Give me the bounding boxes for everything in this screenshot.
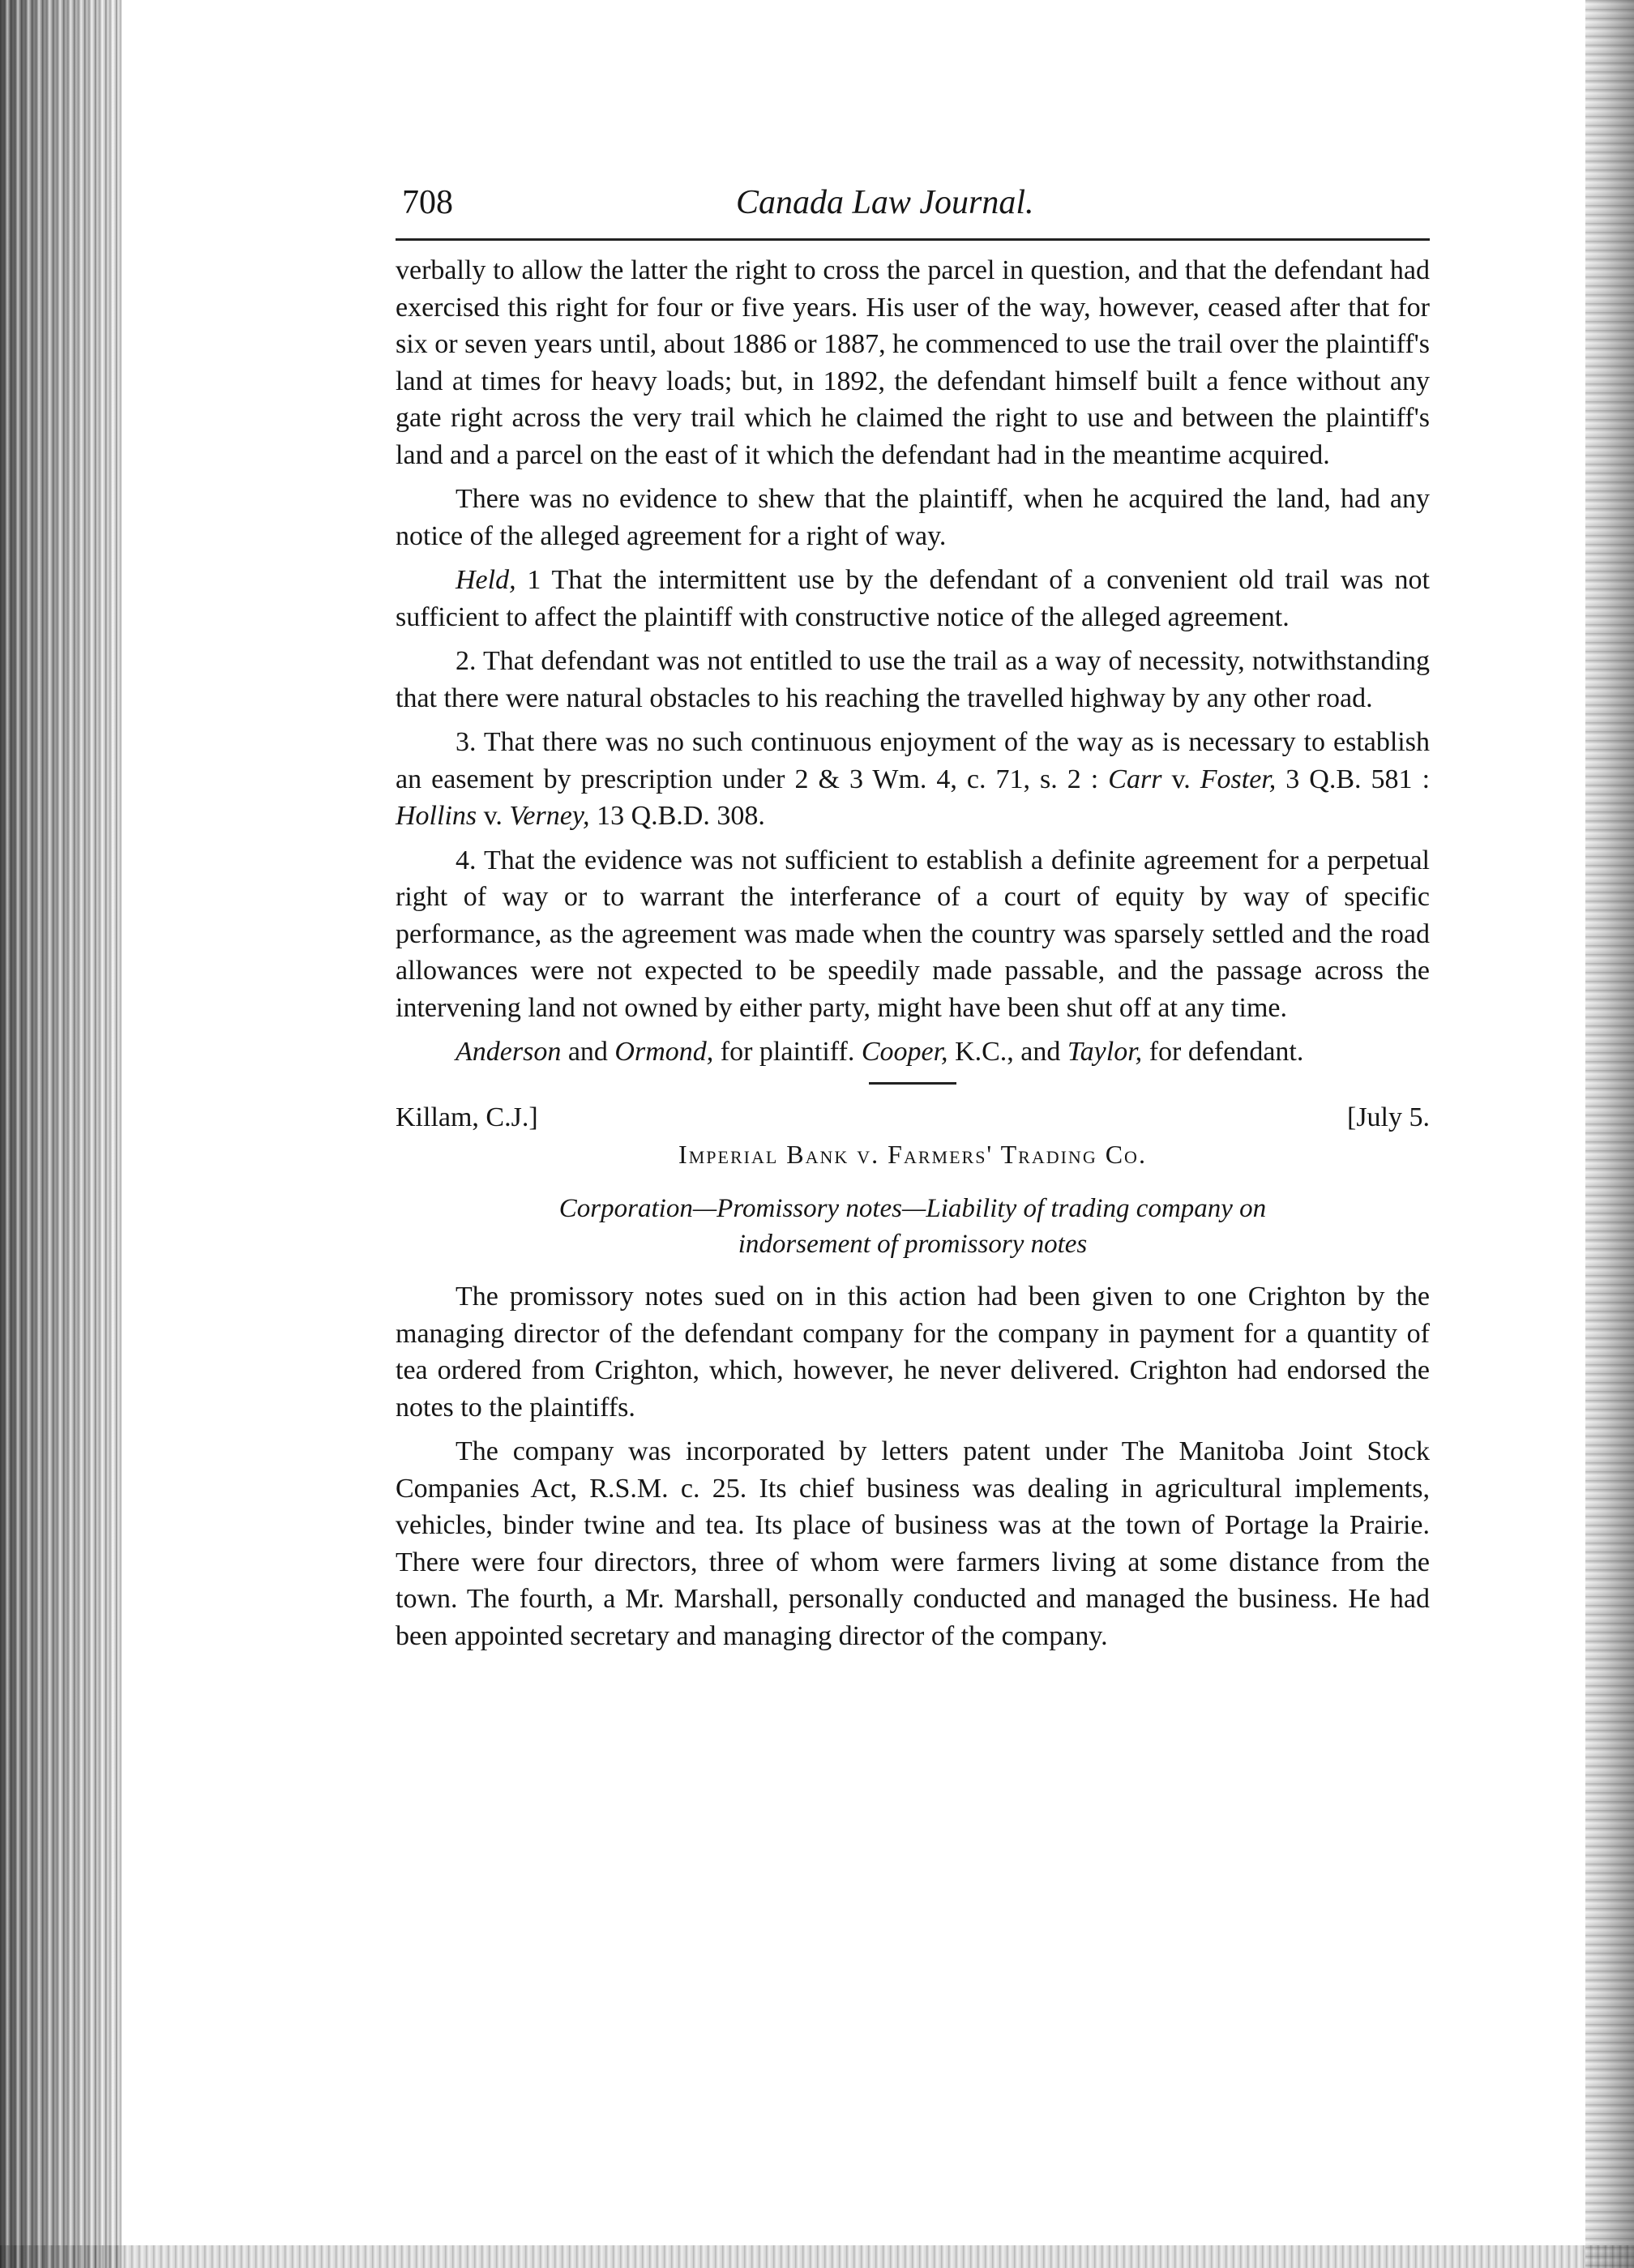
counsel-kc: K.C., and [947, 1037, 1067, 1067]
counsel-line [396, 1033, 1430, 1071]
held-point-2: 2. That defendant was not entitled to use the trail as a way of necessity, notwithstanding that there were natural obstacles to his reaching the travelled highway by any other road. [396, 646, 1430, 713]
counsel-anderson: Anderson [456, 1037, 562, 1067]
paragraph-notes: The promissory notes sued on in this action had been given to one Crighton by the managing director of the defendant company for the company in payment for a quantity of tea ordered from Crighton, which, however, he never delivered. Crighton had endorsed the notes to the plaintiffs. [396, 1282, 1430, 1423]
journal-page [396, 180, 1430, 1662]
running-head [396, 180, 1430, 241]
versus-2: v. [477, 801, 510, 831]
judge-name: Killam, C.J.] [396, 1102, 538, 1132]
case-name-verney: Verney, [509, 801, 590, 831]
judge-line [396, 1099, 1430, 1136]
paragraph-company: The company was incorporated by letters patent under The Manitoba Joint Stock Companies Act, R.S.M. c. 25. Its chief business was dealing in agricultural implements, vehicles, binder twine and tea. Its place of business was at the town of Portage la Prairie. There were four directors, three of whom were farmers living at some distance from the town. The fourth, a Mr. Marshall, personally conducted and managed the business. He had been appointed secretary and managing director of the company. [396, 1436, 1430, 1651]
paragraph-continuation: verbally to allow the latter the right to cross the parcel in question, and that the defendant had exercised this right for four or five years. His user of the way, however, ceased after that for six or seven years until, about 1886 or 1887, he commenced to use the trail over the plaintiff's land at times for heavy loads; but, in 1892, the defendant himself built a fence without any gate right across the very trail which he claimed the right to use and between the plaintiff's land and a parcel on the east of it which the defendant had in the meantime acquired. [396, 255, 1430, 470]
scan-edge-left [0, 0, 122, 2268]
case-title: Imperial Bank v. Farmers' Trading Co. [678, 1139, 1147, 1169]
held-label: Held, [456, 565, 516, 595]
citation-1: 3 Q.B. 581 : [1276, 764, 1431, 794]
scan-edge-bottom [0, 2245, 1634, 2268]
case-name-foster: Foster, [1200, 764, 1277, 794]
journal-title: Canada Law Journal. [736, 184, 1034, 221]
body-text [396, 252, 1430, 1654]
counsel-ormond: Ormond, [614, 1037, 714, 1067]
held-point-1-text: 1 That the intermittent use by the defendant of a convenient old trail was not sufficient to affect the plaintiff with constructive notice of the alleged agreement. [396, 565, 1431, 632]
counsel-for-plaintiff: for plaintiff. [713, 1037, 862, 1067]
counsel-and: and [561, 1037, 615, 1067]
case-name-hollins: Hollins [396, 801, 477, 831]
versus-1: v. [1161, 764, 1200, 794]
headnote-line-2: indorsement of promissory notes [738, 1230, 1088, 1259]
held-point-4: 4. That the evidence was not sufficient to establish a definite agreement for a perpetual right of way or to warrant the interferance of a court of equity by way of specific performance, as the agreement was made when the country was sparsely settled and the road allowances were not expected to be speedily made passable, and the passage across the intervening land not owned by either party, might have been shut off at any time. [396, 845, 1430, 1023]
citation-2: 13 Q.B.D. 308. [589, 801, 765, 831]
paragraph-evidence: There was no evidence to shew that the plaintiff, when he acquired the land, had any notice of the alleged agreement for a right of way. [396, 484, 1430, 551]
held-point-1 [396, 562, 1430, 635]
counsel-taylor: Taylor, [1067, 1037, 1143, 1067]
held-point-3-text: 3. That there was no such continuous enjoyment of the way as is necessary to establish an easement by prescription under 2 & 3 Wm. 4, c. 71, s. 2 : [396, 727, 1430, 794]
held-point-3 [396, 724, 1430, 835]
counsel-for-defendant: for defendant. [1142, 1037, 1304, 1067]
page-number: 708 [402, 184, 453, 221]
headnote [444, 1191, 1381, 1262]
headnote-line-1: Corporation—Promissory notes—Liability of trading company on [558, 1194, 1267, 1223]
decision-date: [July 5. [1347, 1102, 1430, 1132]
section-divider [869, 1082, 956, 1085]
counsel-cooper: Cooper, [861, 1037, 948, 1067]
case-name-carr: Carr [1108, 764, 1162, 794]
scan-edge-right [1585, 0, 1634, 2268]
